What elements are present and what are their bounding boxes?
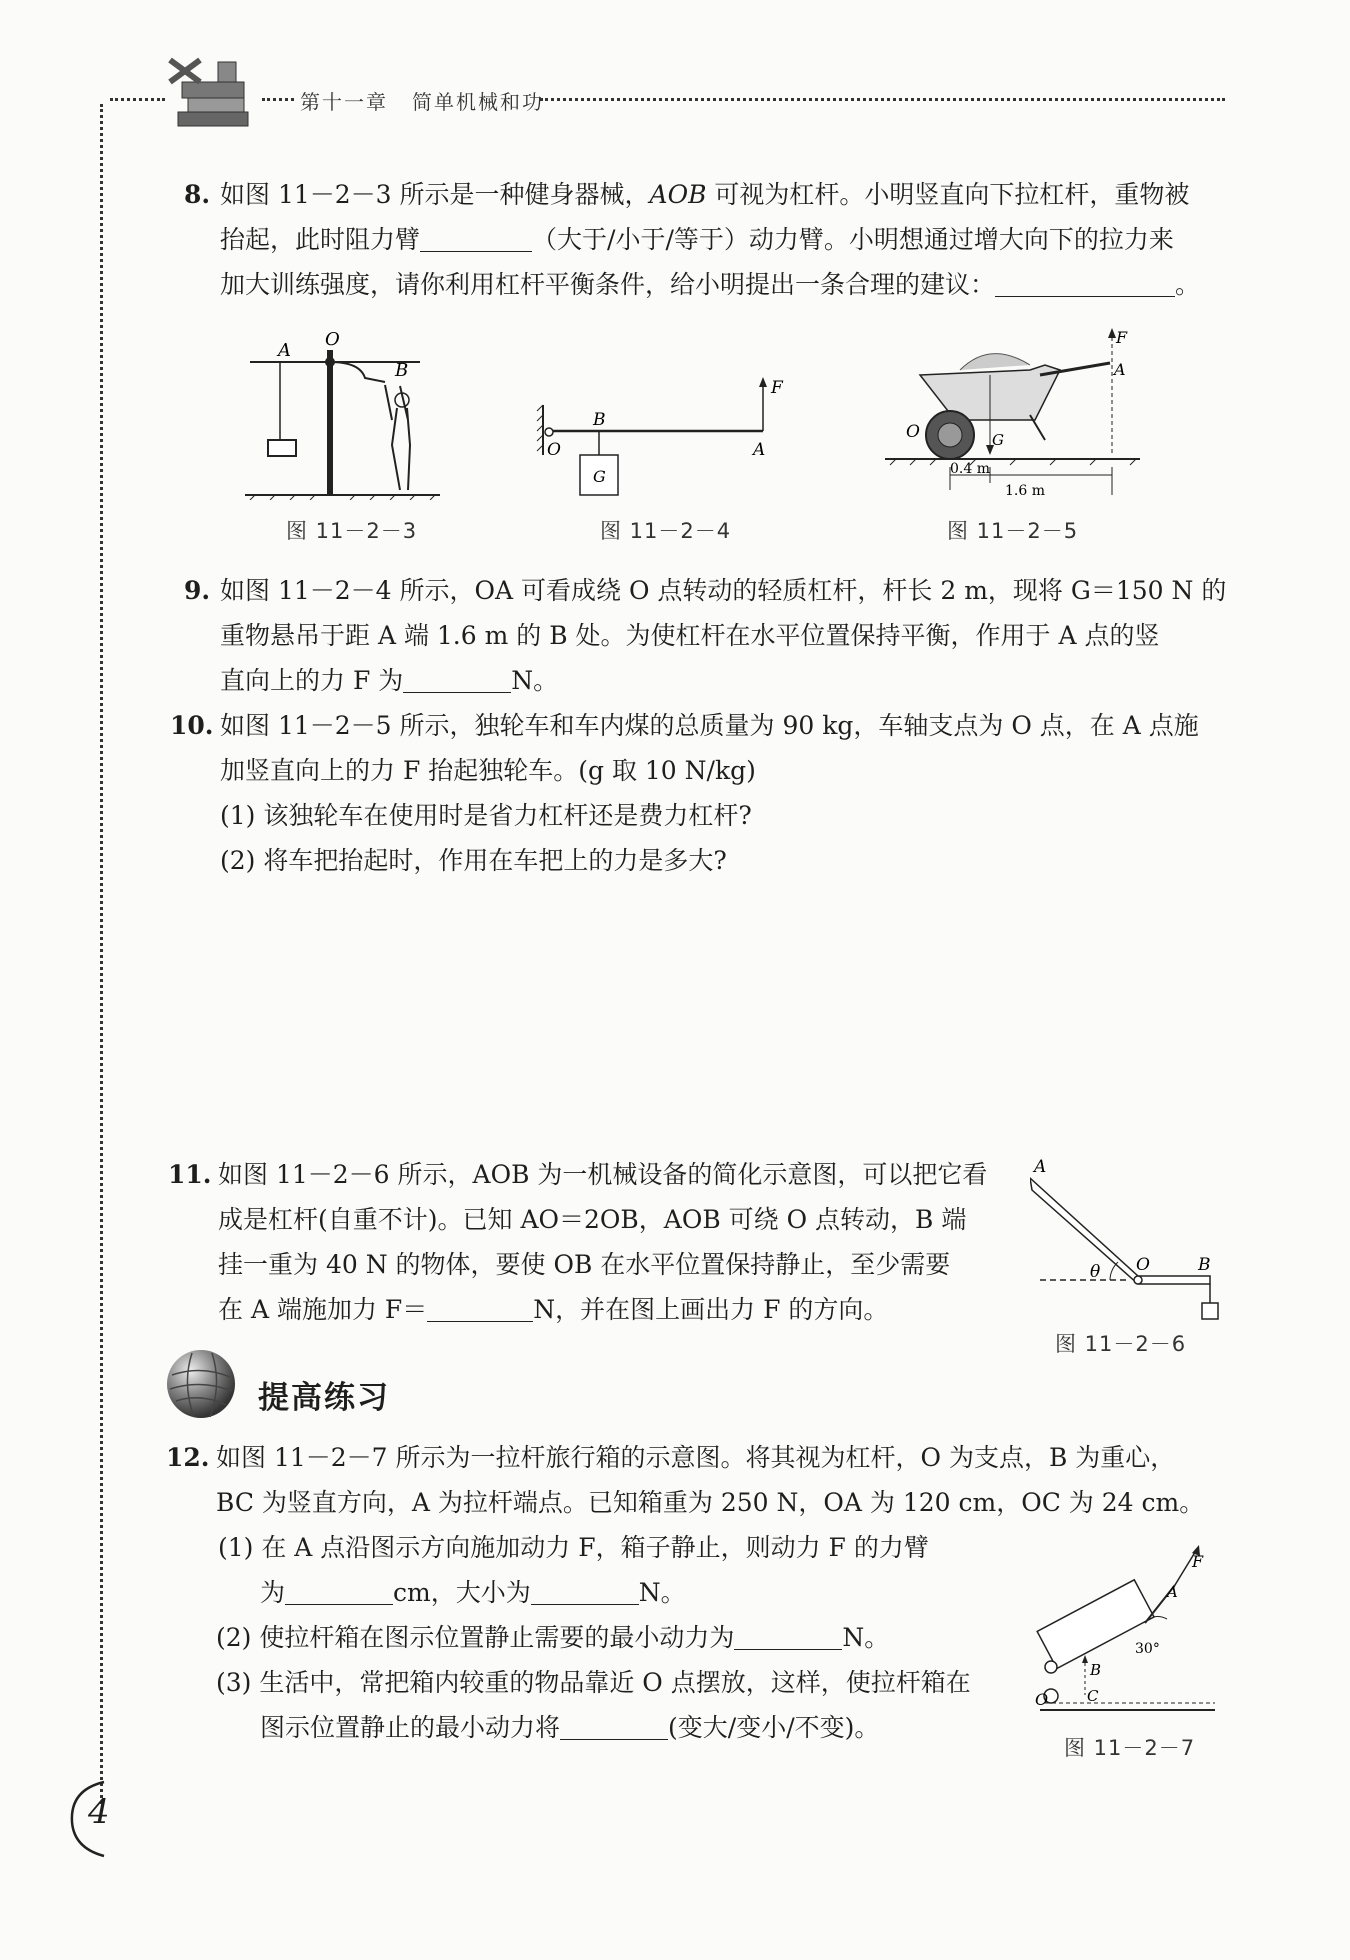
fig4-label-g: G: [593, 467, 606, 486]
q8-blank-2[interactable]: [995, 266, 1175, 297]
header-dotline-right: [540, 98, 1225, 101]
q8-line1c: 可视为杠杆。小明竖直向下拉杠杆，重物被: [706, 180, 1190, 209]
fig7-label-c: C: [1087, 1687, 1099, 1705]
fig7-caption: 图 11－2－7: [1064, 1736, 1196, 1760]
fig6-label-a: A: [1034, 1158, 1047, 1177]
fig7-label-b: B: [1090, 1661, 1102, 1679]
fig7-label-o: O: [1035, 1690, 1049, 1709]
q11-line4b: N，并在图上画出力 F 的方向。: [533, 1295, 889, 1324]
question-9: [184, 568, 1230, 703]
q12-sub3: (3) 生活中，常把箱内较重的物品靠近 O 点摆放，这样，使拉杆箱在: [216, 1668, 971, 1697]
q11-line3: 挂一重为 40 N 的物体，要使 OB 在水平位置保持静止，至少需要: [218, 1250, 951, 1279]
fig4-caption: 图 11－2－4: [600, 519, 732, 543]
q8-line2b: （大于/小于/等于）动力臂。小明想通过增大向下的拉力来: [532, 225, 1174, 254]
fig7-angle-label: 30°: [1135, 1641, 1160, 1657]
q12-line2: BC 为竖直方向，A 为拉杆端点。已知箱重为 250 N，OA 为 120 cm，OC 为 24 cm。: [216, 1488, 1205, 1517]
fig5-dim-1: 0.4 m: [950, 461, 990, 477]
q12-sub1b-a: 为: [260, 1578, 286, 1607]
question-number: 10.: [170, 711, 214, 740]
q8-aob: AOB: [649, 180, 707, 209]
fig3-caption: 图 11－2－3: [286, 519, 418, 543]
header-dotline-left: [110, 98, 165, 101]
q11-line2: 成是杠杆(自重不计)。已知 AO＝2OB，AOB 可绕 O 点转动，B 端: [218, 1205, 967, 1234]
section-globe-icon: [162, 1345, 240, 1423]
header-dotline-mid: [262, 98, 294, 101]
fig3-label-b: B: [395, 360, 409, 381]
q10-sub1: (1) 该独轮车在使用时是省力杠杆还是费力杠杆?: [220, 801, 752, 830]
question-number: 11.: [168, 1160, 212, 1189]
q12-blank-4[interactable]: [560, 1709, 668, 1740]
fig5-label-f: F: [1116, 328, 1128, 347]
q11-blank[interactable]: [427, 1291, 533, 1322]
question-number: 8.: [184, 180, 211, 209]
fig6-label-theta: θ: [1090, 1262, 1101, 1282]
q11-line4a: 在 A 端施加力 F＝: [218, 1295, 428, 1324]
section-title: 提高练习: [258, 1380, 390, 1416]
q9-blank[interactable]: [403, 662, 511, 693]
question-number: 12.: [166, 1443, 210, 1472]
q9-line2: 重物悬吊于距 A 端 1.6 m 的 B 处。为使杠杆在水平位置保持平衡，作用于 A 点的竖: [220, 621, 1160, 650]
question-10: [170, 703, 1230, 883]
fig3-label-o: O: [325, 330, 340, 350]
fig5-label-a: A: [1114, 360, 1126, 379]
fig4-label-o: O: [547, 440, 561, 460]
header-chapter: 第十一章: [300, 92, 388, 114]
q8-line1a: 如图 11－2－3 所示是一种健身器械，: [220, 180, 650, 209]
figure-11-2-7: [1035, 1545, 1225, 1720]
header-books-icon: [160, 52, 265, 132]
q12-line1: 如图 11－2－7 所示为一拉杆旅行箱的示意图。将其视为杠杆，O 为支点，B 为重心，: [216, 1443, 1176, 1472]
fig5-label-g: G: [992, 431, 1004, 449]
fig5-caption: 图 11－2－5: [947, 519, 1079, 543]
q10-line2: 加竖直向上的力 F 抬起独轮车。(g 取 10 N/kg): [220, 756, 756, 785]
figure-11-2-5: [880, 325, 1150, 505]
q9-line3a: 直向上的力 F 为: [220, 666, 404, 695]
q8-blank-1[interactable]: [420, 221, 532, 252]
q12-sub1b-c: N。: [638, 1578, 686, 1607]
q8-line3b: 。: [1175, 270, 1201, 299]
q12-sub1: (1) 在 A 点沿图示方向施加动力 F，箱子静止，则动力 F 的力臂: [218, 1533, 929, 1562]
q12-sub1b-b: cm，大小为: [393, 1578, 531, 1607]
question-number: 9.: [184, 576, 211, 605]
header-title: 简单机械和功: [412, 92, 544, 114]
q8-line2a: 抬起，此时阻力臂: [220, 225, 421, 254]
fig5-label-o: O: [906, 422, 920, 442]
fig4-label-f: F: [771, 378, 783, 398]
q10-sub2: (2) 将车把抬起时，作用在车把上的力是多大?: [220, 846, 727, 875]
fig7-label-a: A: [1167, 1583, 1178, 1601]
q9-line1: 如图 11－2－4 所示，OA 可看成绕 O 点转动的轻质杠杆，杆长 2 m，现将 G＝150 N 的: [220, 576, 1227, 605]
q10-line1: 如图 11－2－5 所示，独轮车和车内煤的总质量为 90 kg，车轴支点为 O 点，在 A 点施: [220, 711, 1199, 740]
q12-sub3b-a: 图示位置静止的最小动力将: [260, 1713, 561, 1742]
figure-11-2-6: [1030, 1158, 1230, 1338]
q12-blank-2[interactable]: [531, 1574, 639, 1605]
fig4-label-a: A: [753, 440, 766, 460]
q12-blank-1[interactable]: [285, 1574, 393, 1605]
fig6-caption: 图 11－2－6: [1055, 1332, 1187, 1356]
figure-11-2-3: [240, 330, 460, 500]
fig5-dim-2: 1.6 m: [1005, 483, 1045, 499]
fig3-label-a: A: [278, 340, 291, 361]
q12-sub2a: (2) 使拉杆箱在图示位置静止需要的最小动力为: [216, 1623, 735, 1652]
q8-line3a: 加大训练强度，请你利用杠杆平衡条件，给小明提出一条合理的建议：: [220, 270, 996, 299]
figure-11-2-4: [535, 375, 785, 505]
fig6-label-b: B: [1198, 1255, 1211, 1275]
question-11: [168, 1152, 1008, 1332]
q12-sub3b-b: (变大/变小/不变)。: [668, 1713, 880, 1742]
question-8: [184, 172, 1230, 307]
page-header: [300, 86, 568, 115]
q12-blank-3[interactable]: [734, 1619, 842, 1650]
q11-line1: 如图 11－2－6 所示，AOB 为一机械设备的简化示意图，可以把它看: [218, 1160, 988, 1189]
q9-line3b: N。: [511, 666, 559, 695]
fig6-label-o: O: [1136, 1255, 1150, 1275]
fig7-label-f: F: [1192, 1552, 1204, 1571]
left-margin-dotline: [100, 104, 103, 1804]
fig4-label-b: B: [593, 410, 606, 430]
page-number: 4: [88, 1792, 110, 1832]
q12-sub2b: N。: [842, 1623, 890, 1652]
